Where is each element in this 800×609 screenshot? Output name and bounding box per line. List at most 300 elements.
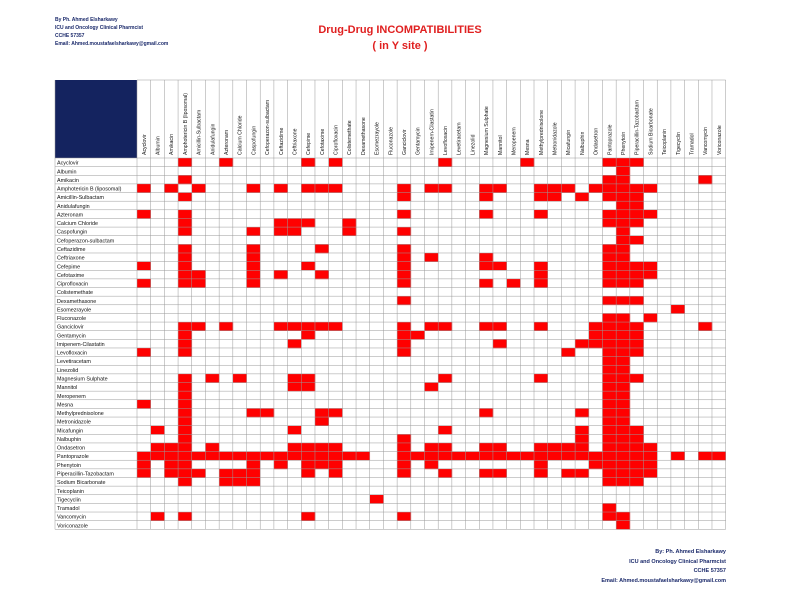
incompatible-cell [192, 452, 206, 461]
incompatible-cell [630, 210, 644, 219]
incompatible-cell [630, 426, 644, 435]
incompatible-cell [602, 469, 616, 478]
incompatible-cell [397, 262, 411, 271]
column-label: Esomezrayole [374, 122, 381, 155]
incompatible-cell [233, 374, 247, 383]
row-label: Calcium Chloride [57, 221, 99, 228]
incompatible-cell [260, 452, 274, 461]
incompatible-cell [329, 158, 343, 167]
incompatible-cell [192, 469, 206, 478]
incompatible-cell [671, 305, 685, 314]
incompatible-cell [397, 460, 411, 469]
incompatible-cell [630, 348, 644, 357]
incompatible-cell [616, 236, 630, 245]
incompatible-cell [534, 279, 548, 288]
incompatible-cell [397, 443, 411, 452]
row-label: Dexamethasone [57, 298, 97, 305]
incompatible-cell [301, 322, 315, 331]
incompatible-cell [602, 175, 616, 184]
incompatible-cell [301, 383, 315, 392]
incompatible-cell [493, 469, 507, 478]
incompatible-cell [397, 348, 411, 357]
incompatible-cell [205, 443, 219, 452]
column-label: Meropenem [511, 127, 518, 155]
incompatible-cell [247, 408, 261, 417]
incompatible-cell [698, 175, 712, 184]
incompatible-cell [219, 478, 233, 487]
column-label: Piperacillin-Tazobactam [634, 100, 641, 155]
incompatible-cell [575, 434, 589, 443]
incompatible-cell [644, 452, 658, 461]
column-label: Fluconazole [388, 127, 395, 155]
incompatible-cell [260, 408, 274, 417]
incompatible-cell [178, 262, 192, 271]
incompatible-cell [616, 322, 630, 331]
incompatible-cell [397, 322, 411, 331]
incompatible-cell [178, 383, 192, 392]
incompatible-cell [630, 296, 644, 305]
incompatible-cell [493, 452, 507, 461]
incompatible-cell [479, 253, 493, 262]
incompatible-cell [274, 184, 288, 193]
row-label: Ciprofloxacin [57, 281, 89, 288]
incompatible-cell [479, 193, 493, 202]
incompatible-cell [288, 322, 302, 331]
incompatible-cell [192, 184, 206, 193]
row-label: Imipenem-Cilastatin [57, 341, 105, 348]
incompatible-cell [630, 270, 644, 279]
incompatible-cell [301, 262, 315, 271]
incompatible-cell [397, 434, 411, 443]
incompatible-cell [630, 434, 644, 443]
incompatible-cell [247, 227, 261, 236]
footer-author: By: Ph. Ahmed Elsharkawy [655, 549, 726, 555]
incompatible-cell [534, 469, 548, 478]
incompatible-cell [548, 193, 562, 202]
incompatible-cell [247, 452, 261, 461]
incompatible-cell [616, 296, 630, 305]
incompatible-cell [233, 469, 247, 478]
incompatible-cell [178, 512, 192, 521]
incompatible-cell [342, 452, 356, 461]
incompatible-cell [342, 218, 356, 227]
incompatible-cell [534, 460, 548, 469]
column-label: Methylprednisolone [538, 110, 545, 155]
incompatible-cell [329, 184, 343, 193]
incompatible-cell [288, 339, 302, 348]
incompatible-cell [589, 339, 603, 348]
incompatible-cell [151, 512, 165, 521]
row-label: Levofloxacin [57, 350, 87, 357]
incompatible-cell [438, 158, 452, 167]
column-label: Gentamycin [415, 127, 422, 155]
incompatible-cell [616, 443, 630, 452]
column-label: Amphotericin B (liposomal) [182, 93, 189, 155]
incompatible-cell [534, 374, 548, 383]
incompatible-cell [438, 443, 452, 452]
incompatible-cell [602, 322, 616, 331]
incompatible-cell [315, 460, 329, 469]
incompatible-cell [644, 184, 658, 193]
incompatible-cell [507, 279, 521, 288]
incompatible-cell [178, 158, 192, 167]
incompatible-cell [178, 426, 192, 435]
incompatible-cell [616, 408, 630, 417]
incompatible-cell [575, 469, 589, 478]
incompatible-cell [288, 452, 302, 461]
incompatible-cell [397, 210, 411, 219]
incompatible-cell [288, 227, 302, 236]
incompatible-cell [397, 270, 411, 279]
incompatible-cell [397, 244, 411, 253]
incompatible-cell [315, 270, 329, 279]
row-label: Ondasetron [57, 445, 86, 452]
column-label: Levetiracetam [456, 122, 463, 155]
incompatible-cell [178, 210, 192, 219]
row-label: Acyclovir [57, 160, 79, 167]
incompatible-cell [520, 158, 534, 167]
incompatible-cell [602, 400, 616, 409]
incompatible-cell [178, 443, 192, 452]
incompatible-cell [616, 434, 630, 443]
incompatible-cell [178, 374, 192, 383]
incompatible-cell [164, 469, 178, 478]
incompatible-cell [178, 460, 192, 469]
incompatible-cell [178, 331, 192, 340]
incompatible-cell [671, 452, 685, 461]
incompatible-cell [602, 443, 616, 452]
incompatible-cell [178, 391, 192, 400]
column-label: Linezolid [470, 134, 477, 155]
incompatible-cell [247, 279, 261, 288]
incompatible-cell [438, 426, 452, 435]
footer-email: Email: Ahmed.moustafaelsharkawy@gmail.com [601, 577, 726, 584]
incompatible-cell [397, 512, 411, 521]
incompatible-cell [561, 443, 575, 452]
incompatible-cell [602, 503, 616, 512]
incompatible-cell [301, 452, 315, 461]
incompatible-cell [137, 452, 151, 461]
incompatible-cell [602, 357, 616, 366]
incompatible-cell [164, 184, 178, 193]
incompatible-cell [616, 227, 630, 236]
incompatible-cell [602, 253, 616, 262]
incompatible-cell [438, 469, 452, 478]
row-label: Linezolid [57, 367, 79, 374]
incompatible-cell [616, 158, 630, 167]
incompatible-cell [493, 339, 507, 348]
incompatible-cell [397, 452, 411, 461]
incompatible-cell [479, 210, 493, 219]
incompatible-cell [602, 193, 616, 202]
incompatible-cell [178, 193, 192, 202]
column-label: Metronidazole [552, 122, 559, 155]
incompatible-cell [178, 408, 192, 417]
incompatible-cell [602, 218, 616, 227]
incompatible-cell [315, 452, 329, 461]
incompatible-cell [178, 469, 192, 478]
incompatible-cell [329, 408, 343, 417]
incompatible-cell [602, 270, 616, 279]
row-label: Phenytoin [57, 462, 81, 469]
incompatible-cell [534, 262, 548, 271]
incompatible-cell [548, 443, 562, 452]
incompatible-cell [438, 184, 452, 193]
incompatible-cell [247, 244, 261, 253]
incompatible-cell [630, 374, 644, 383]
incompatible-cell [548, 452, 562, 461]
footer-id: CCHE 57357 [693, 568, 726, 574]
incompatible-cell [602, 512, 616, 521]
incompatible-cell [301, 158, 315, 167]
incompatible-cell [616, 357, 630, 366]
column-label: Caspofungin [251, 125, 258, 155]
incompatible-cell [370, 495, 384, 504]
incompatible-cell [616, 452, 630, 461]
incompatible-cell [247, 270, 261, 279]
incompatible-cell [247, 262, 261, 271]
incompatible-cell [329, 322, 343, 331]
incompatible-cell [630, 460, 644, 469]
incompatible-cell [356, 452, 370, 461]
column-label: Colistemethate [347, 120, 354, 155]
incompatible-cell [575, 452, 589, 461]
incompatible-cell [630, 262, 644, 271]
incompatible-cell [630, 201, 644, 210]
row-label: Amicillin-Sulbactam [57, 195, 105, 202]
column-label: Levofloxacin [443, 126, 450, 155]
incompatible-cell [602, 460, 616, 469]
incompatible-cell [247, 253, 261, 262]
incompatible-cell [534, 184, 548, 193]
incompatible-cell [589, 460, 603, 469]
incompatible-cell [602, 434, 616, 443]
incompatible-cell [466, 452, 480, 461]
incompatible-cell [630, 452, 644, 461]
incompatible-cell [205, 452, 219, 461]
incompatible-cell [137, 184, 151, 193]
incompatible-cell [602, 383, 616, 392]
column-label: Cefoperazon-sulbactam [265, 99, 272, 155]
incompatible-cell [644, 469, 658, 478]
incompatible-cell [178, 434, 192, 443]
column-label: Phenytoin [621, 131, 627, 155]
incompatible-cell [644, 270, 658, 279]
incompatible-cell [602, 417, 616, 426]
incompatible-cell [630, 443, 644, 452]
incompatible-cell [602, 244, 616, 253]
row-label: Nalbuphin [57, 436, 82, 443]
incompatible-cell [616, 460, 630, 469]
incompatible-cell [616, 201, 630, 210]
incompatible-cell [507, 452, 521, 461]
incompatible-cell [698, 322, 712, 331]
incompatible-cell [219, 469, 233, 478]
incompatible-cell [301, 374, 315, 383]
incompatible-cell [178, 253, 192, 262]
column-label: Amicillin-Sulbactam [196, 109, 203, 155]
incompatible-cell [575, 339, 589, 348]
incompatible-cell [301, 331, 315, 340]
incompatible-cell [301, 443, 315, 452]
incompatible-cell [315, 408, 329, 417]
incompatible-cell [561, 469, 575, 478]
incompatible-cell [616, 167, 630, 176]
row-label: Caspofungin [57, 229, 88, 236]
incompatible-cell [616, 339, 630, 348]
incompatible-cell [575, 193, 589, 202]
incompatible-cell [178, 218, 192, 227]
incompatible-cell [178, 478, 192, 487]
incompatible-cell [247, 184, 261, 193]
incompatible-cell [616, 262, 630, 271]
incompatible-cell [137, 279, 151, 288]
incompatible-cell [274, 227, 288, 236]
row-label: Meropenem [57, 393, 86, 400]
incompatible-cell [178, 452, 192, 461]
incompatible-cell [589, 452, 603, 461]
incompatible-cell [247, 478, 261, 487]
incompatible-cell [602, 408, 616, 417]
incompatible-cell [616, 417, 630, 426]
incompatible-cell [602, 374, 616, 383]
column-label: Teicoplanin [662, 129, 669, 155]
incompatible-cell [424, 452, 438, 461]
incompatible-cell [479, 322, 493, 331]
incompatible-cell [630, 469, 644, 478]
incompatible-cell [602, 210, 616, 219]
column-label: Ganciclovir [401, 129, 408, 155]
incompatible-cell [137, 348, 151, 357]
incompatible-cell [137, 460, 151, 469]
row-label: Ganciclovir [57, 324, 84, 331]
incompatible-cell [520, 452, 534, 461]
column-label: Amikacin [169, 133, 176, 155]
incompatible-cell [178, 339, 192, 348]
incompatible-cell [589, 184, 603, 193]
incompatible-cell [589, 331, 603, 340]
incompatible-cell [274, 270, 288, 279]
row-label: Sodium Bicarbonate [57, 480, 106, 487]
incompatible-cell [288, 443, 302, 452]
incompatible-cell [329, 452, 343, 461]
incompatible-cell [151, 452, 165, 461]
incompatible-cell [602, 365, 616, 374]
row-label: Pantoprazole [57, 454, 89, 461]
incompatible-cell [164, 460, 178, 469]
incompatible-cell [233, 478, 247, 487]
column-label: Tigecyclin [675, 132, 682, 155]
incompatible-cell [192, 279, 206, 288]
column-label: Sodium Bicarbonate [648, 108, 655, 155]
column-label: Ceftriaxone [292, 128, 299, 155]
incompatible-cell [424, 443, 438, 452]
incompatible-cell [219, 322, 233, 331]
incompatible-cell [178, 348, 192, 357]
incompatible-cell [479, 408, 493, 417]
incompatible-cell [493, 322, 507, 331]
incompatible-cell [479, 262, 493, 271]
incompatible-cell [137, 469, 151, 478]
row-label: Voriconazole [57, 523, 88, 530]
incompatible-cell [602, 313, 616, 322]
row-label: Magnesium Sulphate [57, 376, 108, 383]
incompatible-cell [301, 460, 315, 469]
incompatible-cell [247, 460, 261, 469]
incompatible-cell [397, 279, 411, 288]
column-label: Dexamethasone [360, 117, 367, 155]
incompatible-cell [644, 460, 658, 469]
incompatible-cell [616, 469, 630, 478]
incompatible-cell [589, 322, 603, 331]
incompatible-cell [424, 460, 438, 469]
incompatible-cell [342, 227, 356, 236]
incompatible-cell [438, 374, 452, 383]
incompatible-cell [164, 452, 178, 461]
incompatible-cell [616, 478, 630, 487]
incompatible-cell [575, 408, 589, 417]
header-email: Email: Ahmed.moustafaelsharkawy@gmail.com [55, 41, 169, 47]
row-label: Tramadol [57, 506, 80, 513]
column-label: Albumin [155, 136, 162, 155]
incompatible-cell [288, 383, 302, 392]
header-role: ICU and Oncology Clinical Pharmcist [55, 25, 144, 31]
column-label: Tramadol [689, 133, 696, 155]
incompatible-cell [630, 279, 644, 288]
incompatible-cell [178, 400, 192, 409]
incompatible-cell [397, 193, 411, 202]
incompatible-cell [616, 348, 630, 357]
incompatible-cell [151, 426, 165, 435]
incompatible-cell [493, 443, 507, 452]
incompatible-cell [561, 348, 575, 357]
incompatible-cell [616, 244, 630, 253]
incompatible-cell [602, 426, 616, 435]
header-id: CCHE 57357 [55, 33, 85, 39]
incompatible-cell [315, 443, 329, 452]
incompatible-cell [397, 339, 411, 348]
incompatible-cell [602, 262, 616, 271]
incompatible-cell [602, 296, 616, 305]
incompatible-cell [602, 339, 616, 348]
incompatible-cell [534, 210, 548, 219]
incompatible-cell [438, 322, 452, 331]
incompatible-cell [602, 331, 616, 340]
incompatible-cell [164, 443, 178, 452]
incompatible-cell [315, 322, 329, 331]
row-label: Fluconazole [57, 316, 87, 323]
footer-credits [601, 548, 726, 586]
incompatible-cell [630, 236, 644, 245]
incompatible-cell [452, 452, 466, 461]
incompatible-cell [178, 322, 192, 331]
incompatible-cell [616, 512, 630, 521]
incompatible-cell [616, 383, 630, 392]
incompatible-cell [534, 270, 548, 279]
incompatible-cell [315, 184, 329, 193]
column-label: Vancomycin [703, 127, 710, 155]
incompatible-cell [630, 478, 644, 487]
incompatible-cell [411, 452, 425, 461]
incompatible-cell [178, 417, 192, 426]
incompatible-cell [219, 452, 233, 461]
incompatible-cell [548, 184, 562, 193]
incompatible-cell [137, 400, 151, 409]
row-label: Azteronam [57, 212, 84, 219]
incompatible-cell [329, 460, 343, 469]
header-author: By Ph. Ahmed Elsharkawy [55, 17, 118, 23]
incompatible-cell [616, 400, 630, 409]
